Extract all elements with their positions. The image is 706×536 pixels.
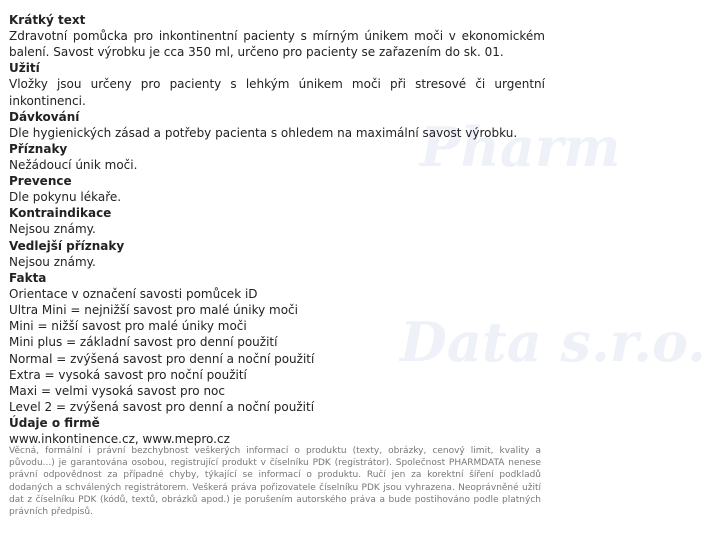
section-text: Zdravotní pomůcka pro inkontinentní pacienty s mírným únikem moči v ekonomickém balení. Savost výrobku je cca 350 ml, určeno pro pacienty se zařazením do sk. 01. xyxy=(9,29,549,60)
section-short-text xyxy=(9,12,549,60)
watermark-line-1: Pharm xyxy=(420,115,621,179)
fact-line: Orientace v označení savosti pomůcek iD xyxy=(9,286,258,301)
section-text: Nejsou známy. xyxy=(9,222,96,237)
section-heading: Příznaky xyxy=(9,142,68,157)
section-text: Nežádoucí únik moči. xyxy=(9,158,138,173)
section-dosage xyxy=(9,109,545,141)
section-heading: Údaje o firmě xyxy=(9,416,100,431)
fact-line: Extra = vysoká savost pro noční použití xyxy=(9,367,247,382)
fact-line: Normal = zvýšená savost pro denní a noční použití xyxy=(9,351,315,366)
watermark-line-2: Data s.r.o. xyxy=(400,309,706,374)
fact-line: Mini = nižší savost pro malé úniky moči xyxy=(9,319,247,334)
section-symptoms xyxy=(9,141,545,173)
legal-disclaimer: Věcná, formální i právní bezchybnost veškerých informací o produktu (texty, obrázky, cenový limit, kvality a původu...) je garantována osobou, registrující produkt v číselníku PDK (registrátor). Společnost PHARMDATA nenese právní odpovědnost za případné chyby, týkající se informací o produktu. Ručí jen za korektní šíření podkladů dodaných a schválených registrátorem. Veškerá práva pořizovatele číselníku PDK jsou vyhrazena. Neoprávněné užití dat z číselníku PDK (kódů, textů, obrázků apod.) je porušením autorského práva a bude postihováno podle platných právních předpisů. xyxy=(9,446,541,518)
section-contraindications xyxy=(9,205,545,237)
section-text: Nejsou známy. xyxy=(9,254,96,269)
section-usage xyxy=(9,60,549,108)
section-text: Dle hygienických zásad a potřeby pacienta s ohledem na maximální savost výrobku. xyxy=(9,125,518,140)
fact-line: Maxi = velmi vysoká savost pro noc xyxy=(9,384,225,399)
section-heading: Prevence xyxy=(9,174,72,189)
fact-line: Mini plus = základní savost pro denní použití xyxy=(9,335,278,350)
section-prevention xyxy=(9,173,545,205)
section-heading: Užití xyxy=(9,61,40,76)
fact-line: Ultra Mini = nejnižší savost pro malé úniky moči xyxy=(9,303,298,318)
section-heading: Dávkování xyxy=(9,109,80,124)
section-company-info xyxy=(9,415,545,447)
section-heading: Krátký text xyxy=(9,13,86,27)
section-heading: Fakta xyxy=(9,270,47,285)
section-facts xyxy=(9,270,545,416)
section-heading: Kontraindikace xyxy=(9,206,112,221)
section-text: Vložky jsou určeny pro pacienty s lehkým únikem moči při stresové či urgentní inkontinenci. xyxy=(9,77,549,108)
company-links: www.inkontinence.cz, www.mepro.cz xyxy=(9,432,230,447)
section-heading: Vedlejší příznaky xyxy=(9,238,125,253)
section-text: Dle pokynu lékaře. xyxy=(9,190,122,205)
fact-line: Level 2 = zvýšená savost pro denní a noční použití xyxy=(9,400,315,415)
section-side-effects xyxy=(9,238,545,270)
product-info-document xyxy=(9,12,549,448)
